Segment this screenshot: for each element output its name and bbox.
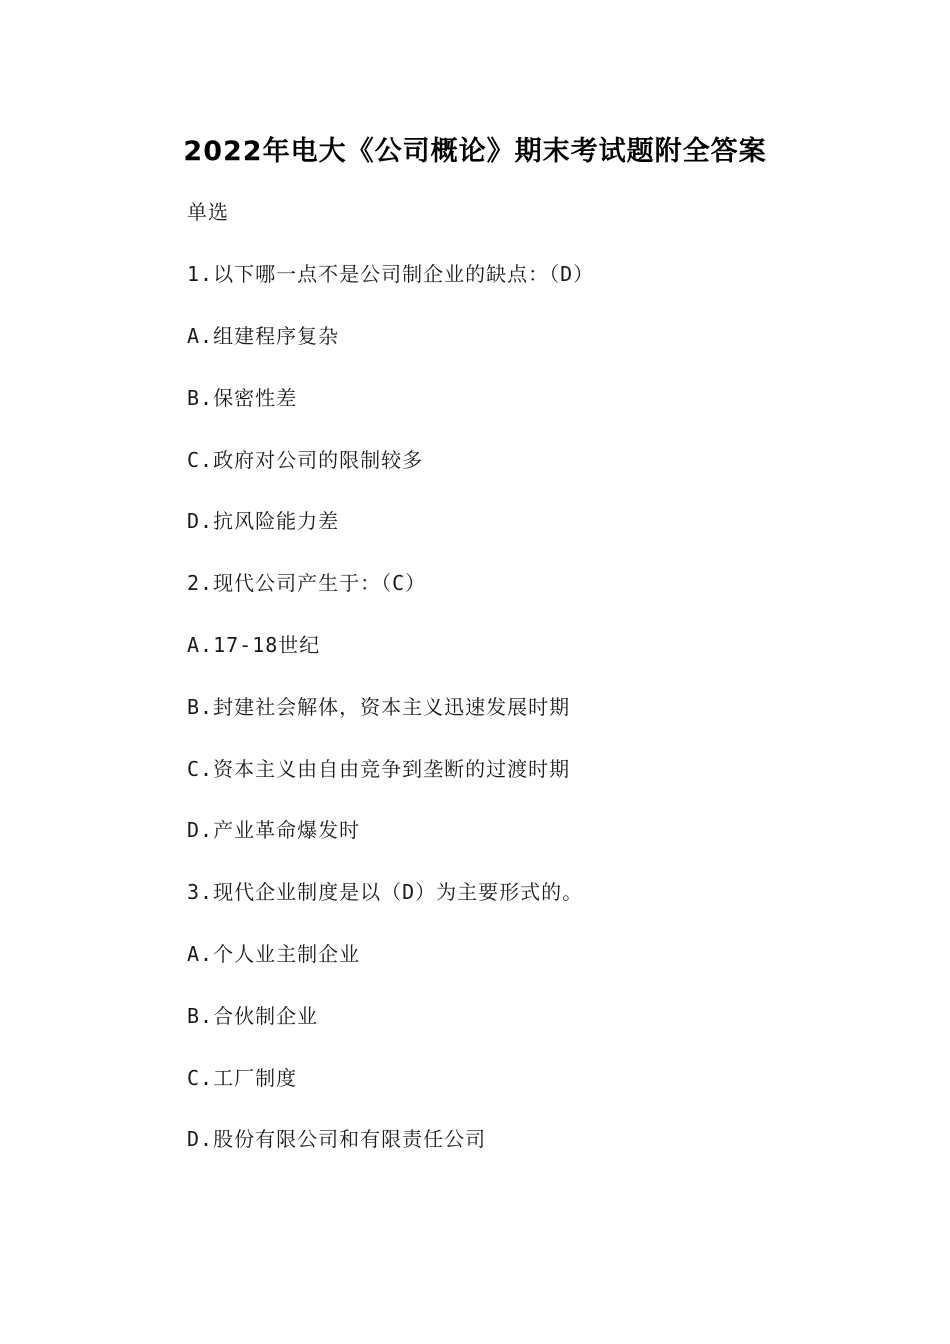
question-1-option-a: A.组建程序复杂 [187, 324, 340, 348]
question-3-option-c: C.工厂制度 [187, 1066, 298, 1090]
question-2-option-b: B.封建社会解体，资本主义迅速发展时期 [187, 695, 571, 719]
question-3-option-a: A.个人业主制企业 [187, 942, 361, 966]
document-title: 2022年电大《公司概论》期末考试题附全答案 [183, 136, 767, 167]
question-1-option-c: C.政府对公司的限制较多 [187, 448, 424, 472]
question-2: 2.现代公司产生于：（C） [187, 571, 427, 595]
question-3-option-d: D.股份有限公司和有限责任公司 [187, 1127, 487, 1151]
question-2-option-d: D.产业革命爆发时 [187, 818, 361, 842]
question-1: 1.以下哪一点不是公司制企业的缺点：（D） [187, 262, 595, 286]
section-heading: 单选 [187, 200, 229, 224]
question-3-option-b: B.合伙制企业 [187, 1004, 319, 1028]
question-2-option-c: C.资本主义由自由竞争到垄断的过渡时期 [187, 757, 571, 781]
question-1-option-d: D.抗风险能力差 [187, 509, 340, 533]
question-2-option-a: A.17-18世纪 [187, 633, 321, 657]
question-1-option-b: B.保密性差 [187, 386, 298, 410]
question-3: 3.现代企业制度是以（D）为主要形式的。 [187, 880, 584, 904]
